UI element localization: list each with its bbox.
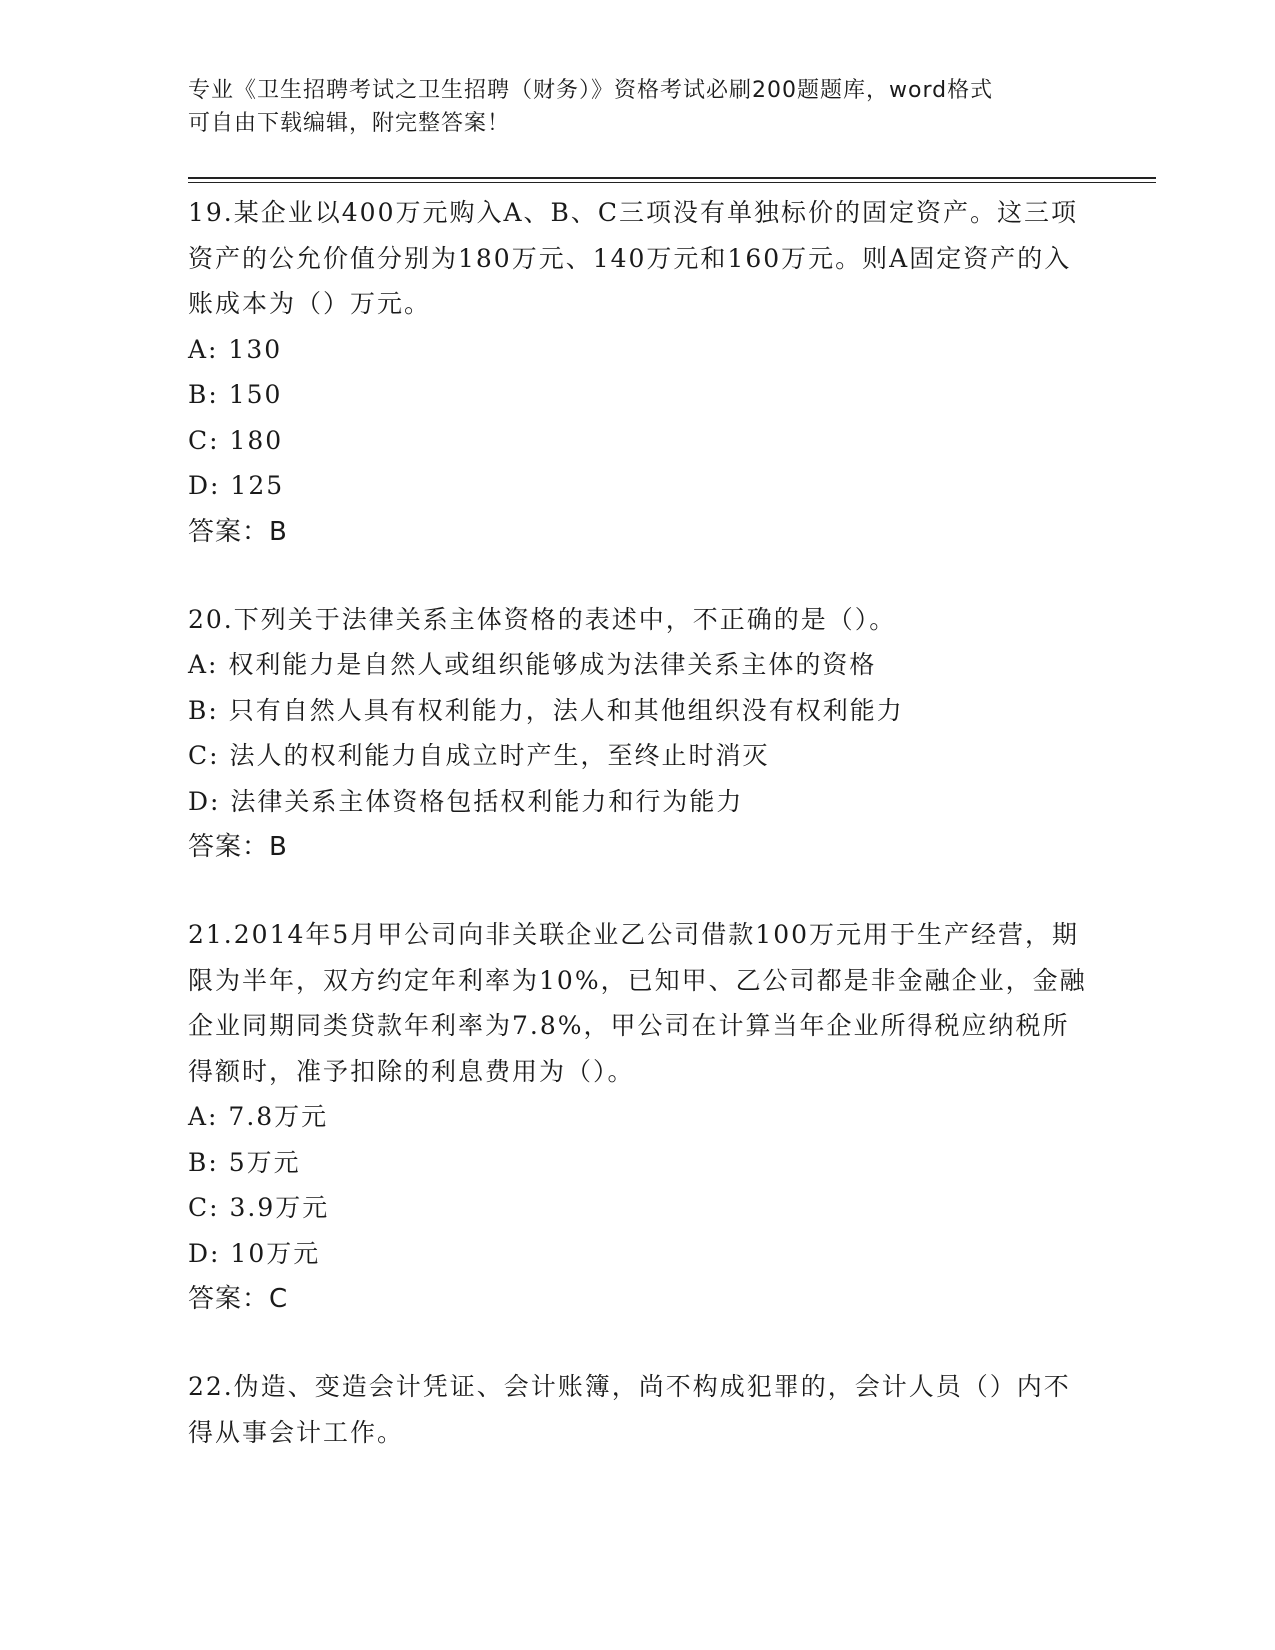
header-title-line-1: 专业《卫生招聘考试之卫生招聘（财务）》资格考试必刷200题题库，word格式: [188, 78, 994, 103]
option-d: D: 法律关系主体资格包括权利能力和行为能力: [188, 786, 744, 816]
option-c: C: 3.9万元: [188, 1193, 330, 1222]
option-a: A: 130: [188, 334, 283, 364]
document-header: [188, 74, 1068, 140]
question-text: 19.某企业以400万元购入A、B、C三项没有单独标价的固定资产。这三项资产的公允价值分别为180万元、140万元和160万元。则A固定资产的入账成本为（）万元。: [188, 198, 1079, 318]
option-c: C: 法人的权利能力自成立时产生，至终止时消灭: [188, 741, 770, 770]
option-b: B: 150: [188, 380, 283, 409]
option-d: D: 125: [188, 471, 285, 500]
option-c: C: 180: [188, 425, 284, 455]
option-a: A: 7.8万元: [188, 1102, 329, 1131]
question-text: 22.伪造、变造会计凭证、会计账簿，尚不构成犯罪的，会计人员（）内不得从事会计工作。: [188, 1372, 1071, 1447]
question-20: [188, 597, 1088, 871]
option-b: B: 只有自然人具有权利能力，法人和其他组织没有权利能力: [188, 695, 904, 725]
question-text: 21.2014年5月甲公司向非关联企业乙公司借款100万元用于生产经营，期限为半年，双方约定年利率为10%，已知甲、乙公司都是非金融企业，金融企业同期同类贷款年利率为7.8%，甲公司在计算当年企业所得税应纳税所得额时，准予扣除的利息费用为（）。: [188, 920, 1087, 1086]
question-19: [188, 190, 1088, 555]
answer: 答案：B: [188, 516, 288, 547]
header-divider-thick: [188, 177, 1156, 179]
answer: 答案：B: [188, 832, 288, 862]
question-21: [188, 912, 1088, 1322]
header-title-line-2: 可自由下载编辑，附完整答案！: [188, 111, 511, 136]
answer: 答案：C: [188, 1284, 289, 1314]
question-22: [188, 1364, 1088, 1455]
option-a: A: 权利能力是自然人或组织能够成为法律关系主体的资格: [188, 650, 877, 679]
question-text: 20.下列关于法律关系主体资格的表述中，不正确的是（）。: [188, 604, 897, 634]
question-list: [188, 190, 1088, 1497]
header-divider-thin: [188, 182, 1156, 183]
option-d: D: 10万元: [188, 1238, 321, 1268]
option-b: B: 5万元: [188, 1147, 301, 1177]
